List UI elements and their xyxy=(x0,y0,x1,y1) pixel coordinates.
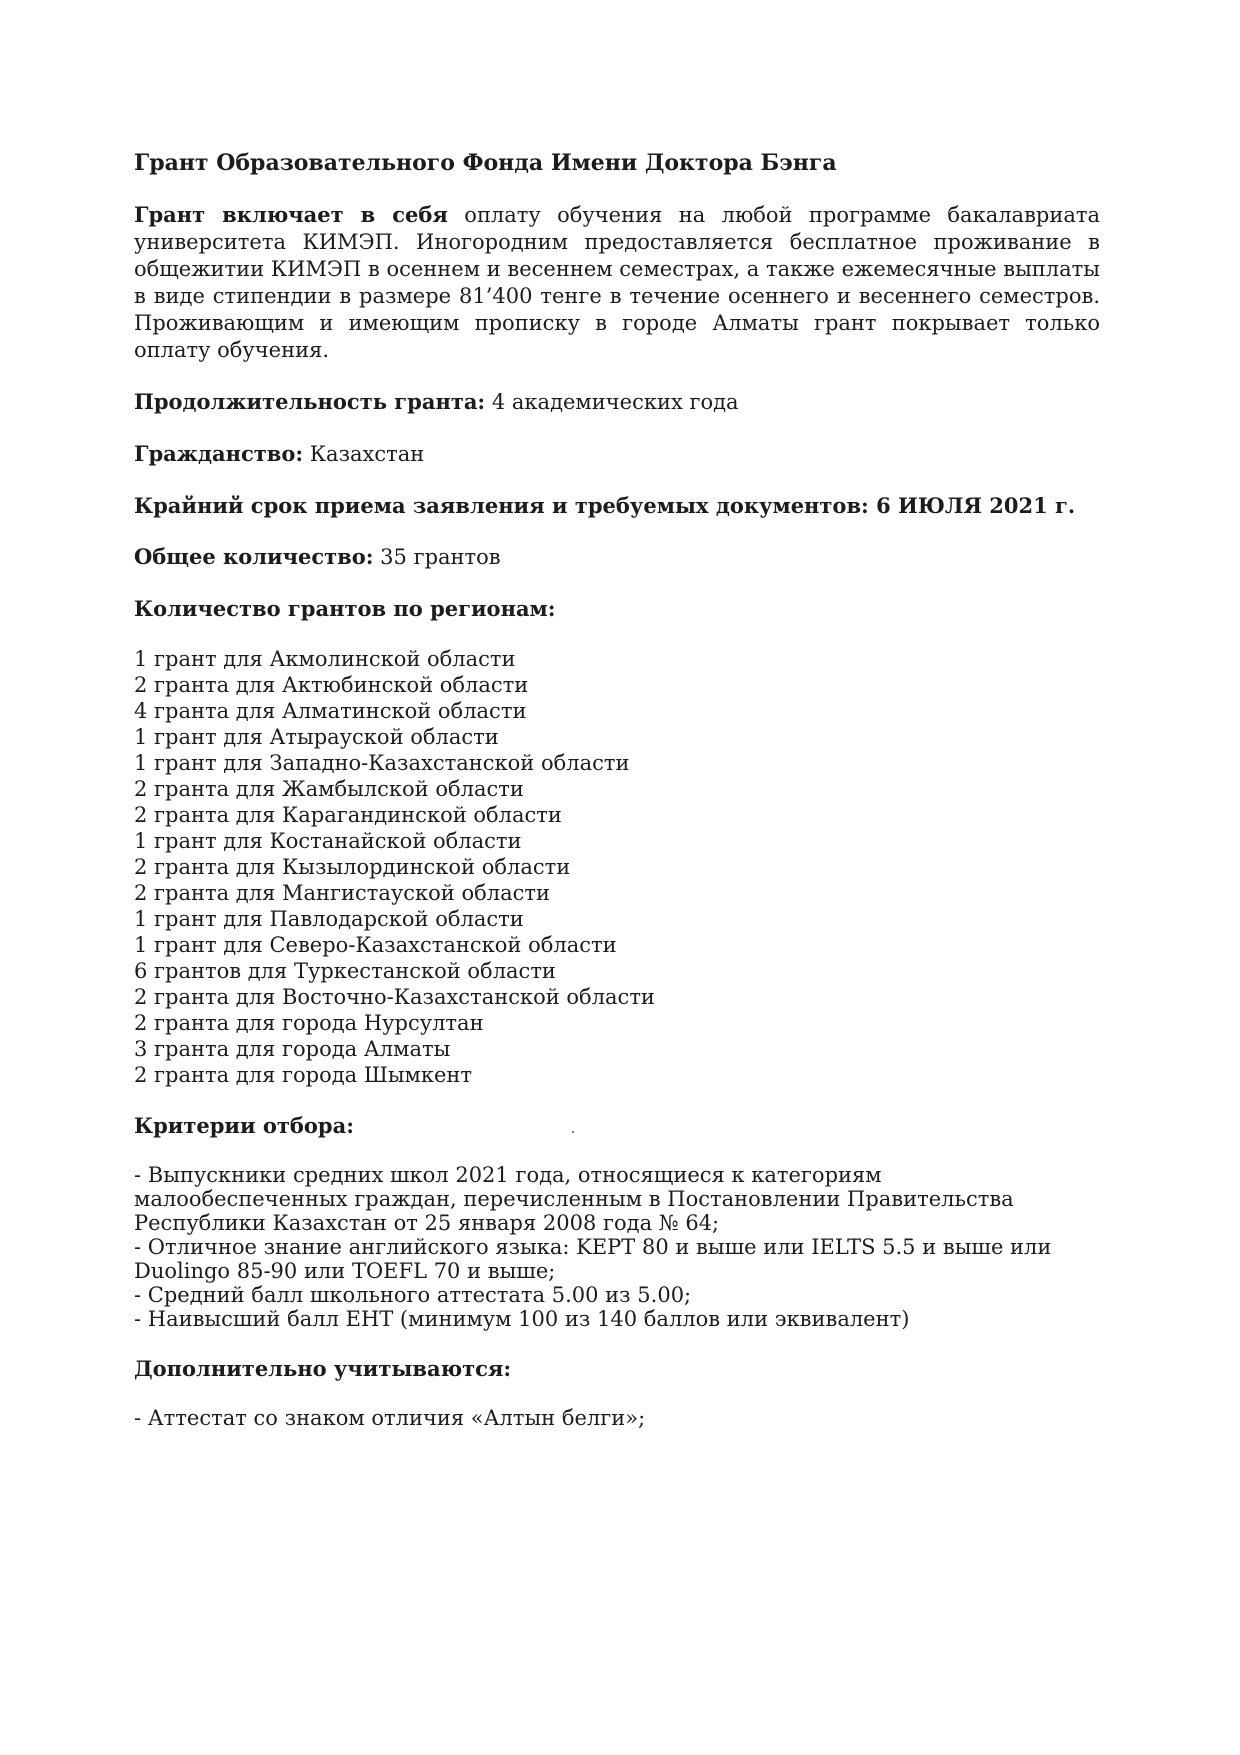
criteria-item: - Наивысший балл ЕНТ (минимум 100 из 140 баллов или эквивалент) xyxy=(134,1307,910,1331)
additional-list xyxy=(134,1406,1100,1430)
list-item: 1 грант для Западно-Казахстанской области xyxy=(134,751,630,775)
document-title: Грант Образовательного Фонда Имени Доктора Бэнга xyxy=(134,150,837,176)
list-item: 2 гранта для города Нурсултан xyxy=(134,1011,484,1035)
intro-label: Грант включает в себя xyxy=(134,202,448,227)
list-item: 1 грант для Павлодарской области xyxy=(134,907,524,931)
intro-paragraph xyxy=(134,201,1100,364)
list-item: 2 гранта для города Шымкент xyxy=(134,1063,473,1087)
regions-heading: Количество грантов по регионам: xyxy=(134,596,556,621)
total-value: 35 грантов xyxy=(373,545,501,569)
document-page xyxy=(134,150,1100,1454)
criteria-item: - Выпускники средних школ 2021 года, относящиеся к категориям малообеспеченных граждан, перечисленным в Постановлении Правительства Республики Казахстан от 25 января 2008 года № 64; xyxy=(134,1163,1014,1235)
criteria-item: - Отличное знание английского языка: KEPT 80 и выше или IELTS 5.5 и выше или Duolingo 85-90 или TOEFL 70 и выше; xyxy=(134,1235,1052,1283)
list-item: 2 гранта для Актюбинской области xyxy=(134,673,529,697)
scan-speck xyxy=(572,1131,574,1133)
list-item: 2 гранта для Кызылординской области xyxy=(134,855,571,879)
criteria-heading: Критерии отбора: xyxy=(134,1113,354,1138)
additional-item: - Аттестат со знаком отличия «Алтын белги»; xyxy=(134,1406,646,1430)
criteria-item: - Средний балл школьного аттестата 5.00 из 5.00; xyxy=(134,1283,692,1307)
list-item: 3 гранта для города Алматы xyxy=(134,1037,451,1061)
duration-label: Продолжительность гранта: xyxy=(134,389,486,414)
list-item: 4 гранта для Алматинской области xyxy=(134,699,527,723)
list-item: 2 гранта для Восточно-Казахстанской области xyxy=(134,985,655,1009)
additional-heading: Дополнительно учитываются: xyxy=(134,1356,512,1381)
duration-field xyxy=(134,388,1100,416)
citizenship-field xyxy=(134,440,1100,468)
list-item: 2 гранта для Жамбылской области xyxy=(134,777,524,801)
list-item: 1 грант для Акмолинской области xyxy=(134,647,516,671)
list-item: 2 гранта для Мангистауской области xyxy=(134,881,551,905)
list-item: 1 грант для Костанайской области xyxy=(134,829,522,853)
intro-text: оплату обучения на любой программе бакалавриата университета КИМЭП. Иногородним предоставляется бесплатное проживание в общежитии КИМЭП в осеннем и весеннем семестрах, а также ежемесячные выплаты в виде стипендии в размере 81’400 тенге в течение осеннего и весеннего семестров. Проживающим и имеющим прописку в городе Алматы грант покрывает только оплату обучения. xyxy=(134,203,1100,362)
list-item: 1 грант для Северо-Казахстанской области xyxy=(134,933,617,957)
total-label: Общее количество: xyxy=(134,544,374,569)
list-item: 1 грант для Атырауской области xyxy=(134,725,499,749)
deadline-field: Крайний срок приема заявления и требуемых документов: 6 ИЮЛЯ 2021 г. xyxy=(134,493,1076,518)
total-field xyxy=(134,543,1100,571)
list-item: 6 грантов для Туркестанской области xyxy=(134,959,556,983)
citizenship-value: Казахстан xyxy=(303,442,425,466)
criteria-list xyxy=(134,1163,1100,1331)
list-item: 2 гранта для Карагандинской области xyxy=(134,803,562,827)
citizenship-label: Гражданство: xyxy=(134,441,304,466)
duration-value: 4 академических года xyxy=(485,390,739,414)
regions-list xyxy=(134,646,1100,1088)
